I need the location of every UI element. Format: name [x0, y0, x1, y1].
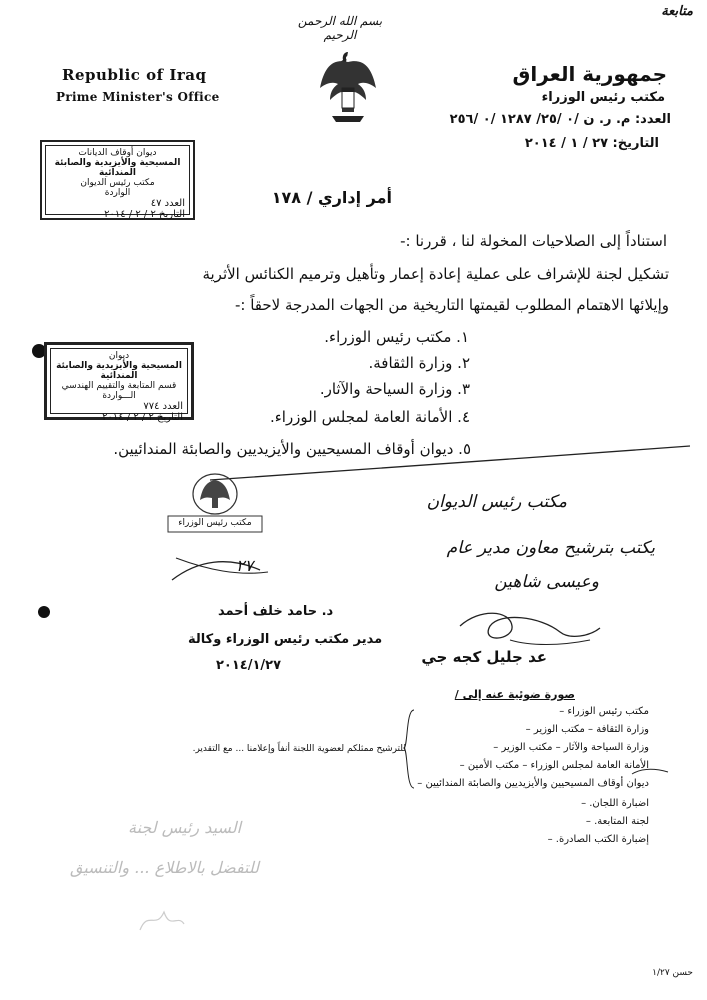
faded-note-2: للتفضل بالاطلاع ... والتنسيق — [70, 858, 260, 877]
faded-note-1: السيد رئيس لجنة — [128, 818, 242, 837]
copy-item: ديوان أوقاف المسيحيين والأيزيديين والصابئة المندائيين – — [417, 778, 649, 789]
stamp-line: الـــواردة — [102, 391, 136, 401]
header-en-subtitle: Prime Minister's Office — [56, 90, 220, 104]
copy-item-text: وزارة السياحة والآثار – مكتب الوزير — [501, 742, 649, 753]
copy-item: إضبارة الكتب الصادرة. – — [547, 834, 649, 845]
stamp-line: مكتب رئيس الديوان — [80, 178, 155, 188]
stamp-number: العدد ٤٧ — [150, 198, 185, 209]
bismillah: بسم الله الرحمن الرحيم — [297, 14, 383, 42]
intro-line: استناداً إلى الصلاحيات المخولة لنا ، قررنا :- — [400, 232, 667, 250]
handwritten-signer: عد جليل كجه جي — [421, 648, 547, 666]
copy-item: مكتب رئيس الوزراء – — [559, 706, 649, 717]
stamp-line: المسيحية والأيزيدية والصابئة المندائية — [54, 158, 181, 178]
item-4: ٤. الأمانة العامة لمجلس الوزراء. — [269, 408, 470, 426]
item-5: ٥. ديوان أوقاف المسيحيين والأيزيديين والصابئة المندائيين. — [113, 440, 471, 458]
stamp-line: ديوان أوقاف الديانات — [78, 148, 157, 158]
copy-item-text: اضبارة اللجان. — [589, 798, 649, 809]
copy-item: لجنة المتابعة. – — [585, 816, 649, 827]
faded-scribble — [130, 900, 190, 940]
initials-scribble — [168, 550, 278, 586]
copy-item-text: لجنة المتابعة. — [594, 816, 649, 827]
copies-heading: صورة ضوئية عنه إلى / — [454, 688, 575, 701]
seal-text: مكتب رئيس الوزراء — [178, 518, 252, 528]
stamp-date: التاريخ ٢ / ٢ / ٢٠١٤ — [102, 412, 183, 423]
header-ar-subtitle: مكتب رئيس الوزراء — [541, 90, 665, 105]
punch-hole-icon — [38, 606, 50, 618]
stamp-line: قسم المتابعة والتقييم الهندسي — [61, 381, 177, 391]
header-number: العدد: م. ر. ن /٠ /٢٥/ ١٢٨٧ /٠ /٢٥٦ — [449, 112, 671, 127]
handwritten-note-1: مكتب رئيس الديوان — [426, 492, 567, 512]
footer-code: حسن ١/٢٧ — [652, 968, 693, 978]
eagle-emblem-icon — [318, 48, 378, 128]
paragraph-line-1: تشكيل لجنة للإشراف على عملية إعادة إعمار وتأهيل وترميم الكنائس الأثرية — [202, 265, 669, 283]
copy-item: الأمانة العامة لمجلس الوزراء – مكتب الأمين – — [459, 760, 649, 771]
corner-mark: متابعة — [661, 4, 693, 19]
copy-item: اضبارة اللجان. – — [581, 798, 649, 809]
copy-item-text: الأمانة العامة لمجلس الوزراء – مكتب الأمين — [467, 760, 649, 771]
signature-title: مدير مكتب رئيس الوزراء وكالة — [188, 632, 383, 647]
copy-item-text: وزارة الثقافة – مكتب الوزير — [533, 724, 649, 735]
stamp-line: المسيحية والأيزيدية والصابئة المندائية — [56, 361, 182, 381]
stamp-line: الواردة — [104, 188, 131, 198]
paragraph-line-2: وإيلائها الاهتمام المطلوب لقيمتها التاريخية من الجهات المدرجة لاحقاً :- — [235, 296, 669, 314]
handwritten-signature — [450, 606, 610, 648]
signature-date: ٢٠١٤/١/٢٧ — [216, 658, 282, 673]
copy-item: وزارة الثقافة – مكتب الوزير – — [525, 724, 649, 735]
copy-item-text: ديوان أوقاف المسيحيين والأيزيديين والصابئة المندائيين — [425, 778, 649, 789]
item-3: ٣. وزارة السياحة والآثار. — [319, 380, 470, 398]
copies-bracket-note: للترشيح ممثلكم لعضوية اللجنة أنفاً وإعلامنا ... مع التقدير. — [192, 744, 406, 754]
handwritten-note-3: وعيسى شاهين — [494, 572, 599, 592]
copy-item: وزارة السياحة والآثار – مكتب الوزير – — [493, 742, 649, 753]
pen-stroke — [200, 440, 700, 490]
item-2: ٢. وزارة الثقافة. — [368, 354, 470, 372]
stamp-date: التاريخ ٢ / ٢ / ٢٠١٤ — [104, 209, 185, 220]
incoming-stamp-middle — [44, 342, 194, 423]
copy-item-text: إضبارة الكتب الصادرة. — [555, 834, 649, 845]
stamp-number: العدد ٧٧٤ — [143, 401, 183, 412]
header-ar-title: جمهورية العراق — [512, 62, 667, 86]
copy-item-text: مكتب رئيس الوزراء — [567, 706, 649, 717]
office-seal — [160, 472, 270, 534]
stamp-line: ديوان — [108, 351, 130, 361]
handwritten-note-2: يكتب بترشيح معاون مدير عام — [446, 538, 655, 558]
item-1: ١. مكتب رئيس الوزراء. — [324, 328, 469, 346]
tick-mark-icon — [630, 764, 670, 780]
header-en-title: Republic of Iraq — [62, 66, 207, 84]
handwritten-initials: ٢٧ — [236, 556, 254, 575]
incoming-stamp-top — [40, 140, 195, 220]
signature-name: د. حامد خلف أحمد — [218, 604, 334, 619]
order-title: أمر إداري / ١٧٨ — [271, 188, 392, 207]
header-date: التاريخ: ٢٧ / ١ / ٢٠١٤ — [524, 136, 659, 151]
